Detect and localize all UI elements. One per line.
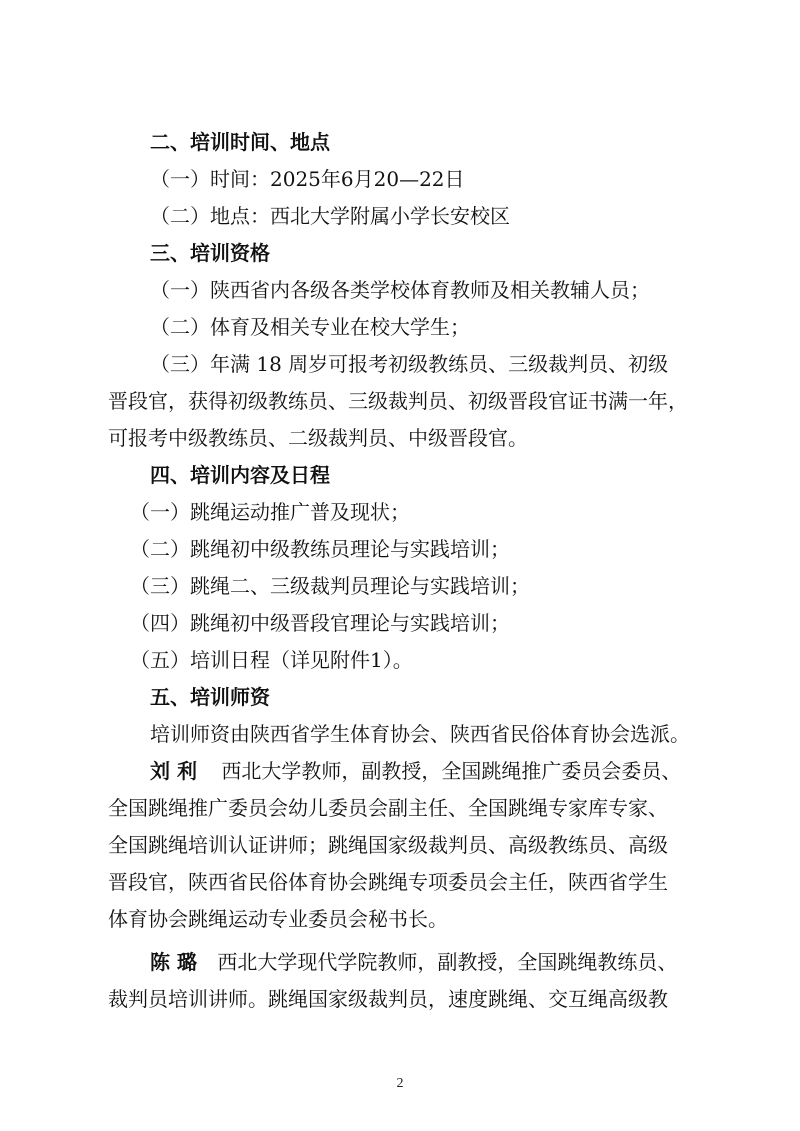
teacher-2-first-line <box>150 947 677 977</box>
content-item: （四）跳绳初中级晋段官理论与实践培训； <box>130 611 510 635</box>
qualification-item: （二）体育及相关专业在校大学生； <box>150 315 470 339</box>
content-item: （五）培训日程（详见附件1）。 <box>130 648 413 672</box>
content-item: （三）跳绳二、三级裁判员理论与实践培训； <box>130 574 530 598</box>
teacher-1-bio-line: 晋段官，陕西省民俗体育协会跳绳专项委员会主任，陕西省学生 <box>108 870 668 894</box>
section-4-heading: 四、培训内容及日程 <box>150 463 330 487</box>
qualification-item: （三）年满 18 周岁可报考初级教练员、三级裁判员、初级 <box>150 352 669 376</box>
content-item: （二）跳绳初中级教练员理论与实践培训； <box>130 537 510 561</box>
content-item: （一）跳绳运动推广普及现状； <box>130 500 410 524</box>
teacher-2-name: 陈 璐 <box>150 950 197 974</box>
section-5-heading: 五、培训师资 <box>150 685 270 709</box>
section-2-heading: 二、培训时间、地点 <box>150 130 330 154</box>
teacher-2-bio-start: 西北大学现代学院教师，副教授，全国跳绳教练员、 <box>217 950 678 974</box>
teacher-1-bio-line: 全国跳绳推广委员会幼儿委员会副主任、全国跳绳专家库专家、 <box>108 796 668 820</box>
teacher-1-first-line <box>150 756 681 786</box>
qualification-item-continued: 可报考中级教练员、二级裁判员、中级晋段官。 <box>108 426 528 450</box>
teacher-2-bio-line: 裁判员培训讲师。跳绳国家级裁判员，速度跳绳、交互绳高级教 <box>108 987 668 1011</box>
training-place: （二）地点：西北大学附属小学长安校区 <box>150 204 510 228</box>
faculty-intro: 培训师资由陕西省学生体育协会、陕西省民俗体育协会选派。 <box>150 722 690 746</box>
teacher-1-bio-line: 体育协会跳绳运动专业委员会秘书长。 <box>108 907 448 931</box>
qualification-item-continued: 晋段官，获得初级教练员、三级裁判员、初级晋段官证书满一年， <box>108 389 688 413</box>
teacher-1-bio-line: 全国跳绳培训认证讲师；跳绳国家级裁判员、高级教练员、高级 <box>108 833 668 857</box>
training-time: （一）时间：2025年6月20—22日 <box>150 167 465 191</box>
teacher-1-name: 刘 利 <box>150 759 197 783</box>
section-3-heading: 三、培训资格 <box>150 241 270 265</box>
qualification-item: （一）陕西省内各级各类学校体育教师及相关教辅人员； <box>150 278 650 302</box>
page-number: 2 <box>396 1076 404 1091</box>
teacher-1-bio-start: 西北大学教师，副教授，全国跳绳推广委员会委员、 <box>221 759 682 783</box>
